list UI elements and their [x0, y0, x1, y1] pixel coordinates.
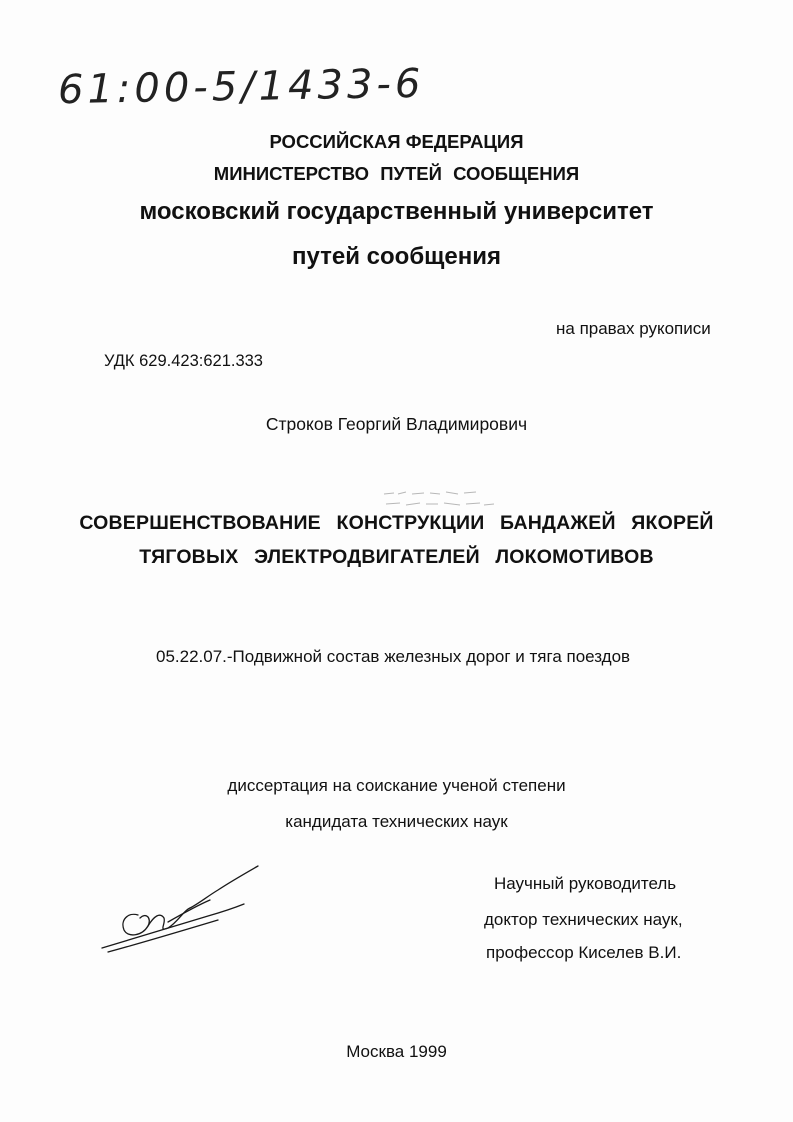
dissertation-title-line2: ТЯГОВЫХ ЭЛЕКТРОДВИГАТЕЛЕЙ ЛОКОМОТИВОВ	[139, 546, 654, 568]
header-ministry: МИНИСТЕРСТВО ПУТЕЙ СООБЩЕНИЯ	[213, 163, 580, 184]
supervisor-label: Научный руководитель	[494, 874, 677, 893]
supervisor-name: профессор Киселев В.И.	[486, 943, 682, 962]
udk-code: УДК 629.423:621.333	[104, 352, 263, 370]
archive-number-handwritten: 61:00-5/1433-6	[57, 60, 425, 114]
degree-line2: кандидата технических наук	[285, 812, 508, 831]
supervisor-degree: доктор технических наук,	[484, 910, 683, 929]
degree-line1: диссертация на соискание ученой степени	[227, 776, 566, 795]
city-year: Москва 1999	[346, 1042, 447, 1061]
header-university-cont: путей сообщения	[291, 243, 501, 270]
rights-note: на правах рукописи	[556, 319, 711, 338]
specialty-code: 05.22.07.-Подвижной состав железных дорог и тяга поездов	[156, 647, 631, 666]
header-country: РОССИЙСКАЯ ФЕДЕРАЦИЯ	[269, 131, 524, 152]
author-name: Строков Георгий Владимирович	[265, 414, 528, 434]
header-university: московский государственный университет	[139, 198, 654, 225]
dissertation-title-line1: СОВЕРШЕНСТВОВАНИЕ КОНСТРУКЦИИ БАНДАЖЕЙ ЯКОРЕЙ	[79, 512, 714, 534]
handwritten-signature	[98, 860, 268, 960]
